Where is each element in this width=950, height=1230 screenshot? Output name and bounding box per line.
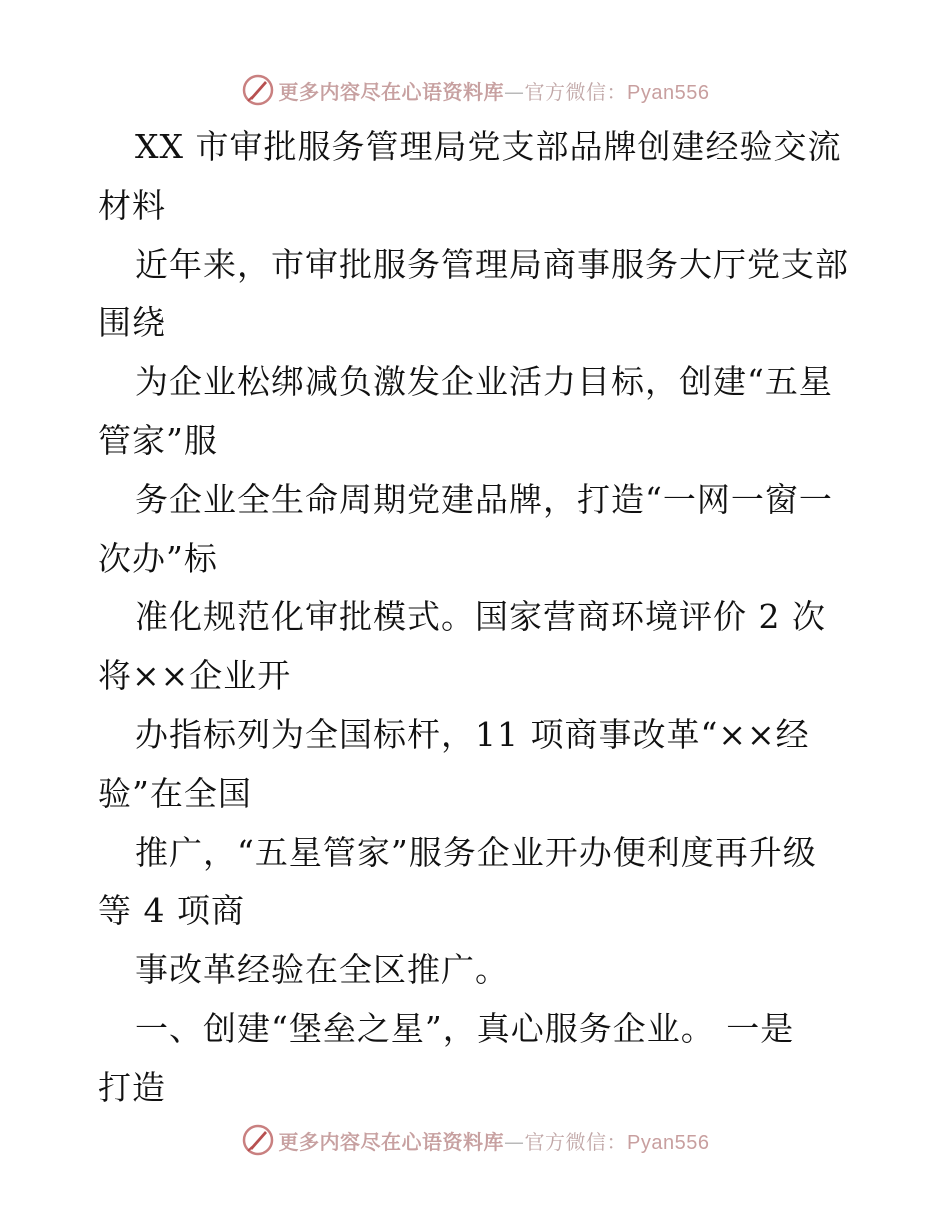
watermark-text (279, 1126, 710, 1155)
document-line: 打造 (98, 1067, 166, 1107)
document-body (98, 118, 858, 1118)
document-line: 将××企业开 (98, 656, 292, 696)
watermark-id: Pyan556 (627, 81, 710, 104)
document-line: 办指标列为全国标杆，11 项商事改革“××经 (135, 714, 810, 754)
footer-watermark-banner (0, 1120, 950, 1160)
document-line: 准化规范化审批模式。国家营商环境评价 2 次 (135, 597, 826, 637)
document-line: 围绕 (98, 303, 166, 343)
watermark-text (279, 76, 710, 105)
document-line: 一、创建“堡垒之星”，真心服务企业。 一是 (135, 1008, 795, 1048)
quill-pen-logo-icon (241, 1123, 275, 1157)
document-line: 验”在全国 (98, 773, 252, 813)
document-line: 次办”标 (98, 538, 218, 578)
document-line: 材料 (98, 185, 166, 225)
document-line: 管家”服 (98, 420, 218, 460)
document-line: 为企业松绑减负激发企业活力目标，创建“五星 (135, 362, 833, 402)
watermark-main: 更多内容尽在心语资料库 (278, 1129, 505, 1154)
document-line: XX 市审批服务管理局党支部品牌创建经验交流 (135, 127, 842, 166)
document-line: 务企业全生命周期党建品牌，打造“一网一窗一 (135, 479, 833, 519)
document-line: 推广，“五星管家”服务企业开办便利度再升级 (135, 832, 817, 872)
document-line: 等 4 项商 (98, 891, 245, 931)
watermark-id: Pyan556 (627, 1131, 710, 1154)
document-line: 近年来，市审批服务管理局商事服务大厅党支部 (135, 244, 849, 284)
header-watermark-banner (0, 70, 950, 110)
watermark-separator: — (504, 79, 525, 104)
quill-pen-logo-icon (241, 73, 275, 107)
watermark-separator: — (504, 1129, 525, 1154)
watermark-main: 更多内容尽在心语资料库 (278, 79, 505, 104)
document-line: 事改革经验在全区推广。 (135, 950, 509, 990)
watermark-sub: 官方微信： (524, 1129, 628, 1154)
watermark-sub: 官方微信： (524, 79, 628, 104)
